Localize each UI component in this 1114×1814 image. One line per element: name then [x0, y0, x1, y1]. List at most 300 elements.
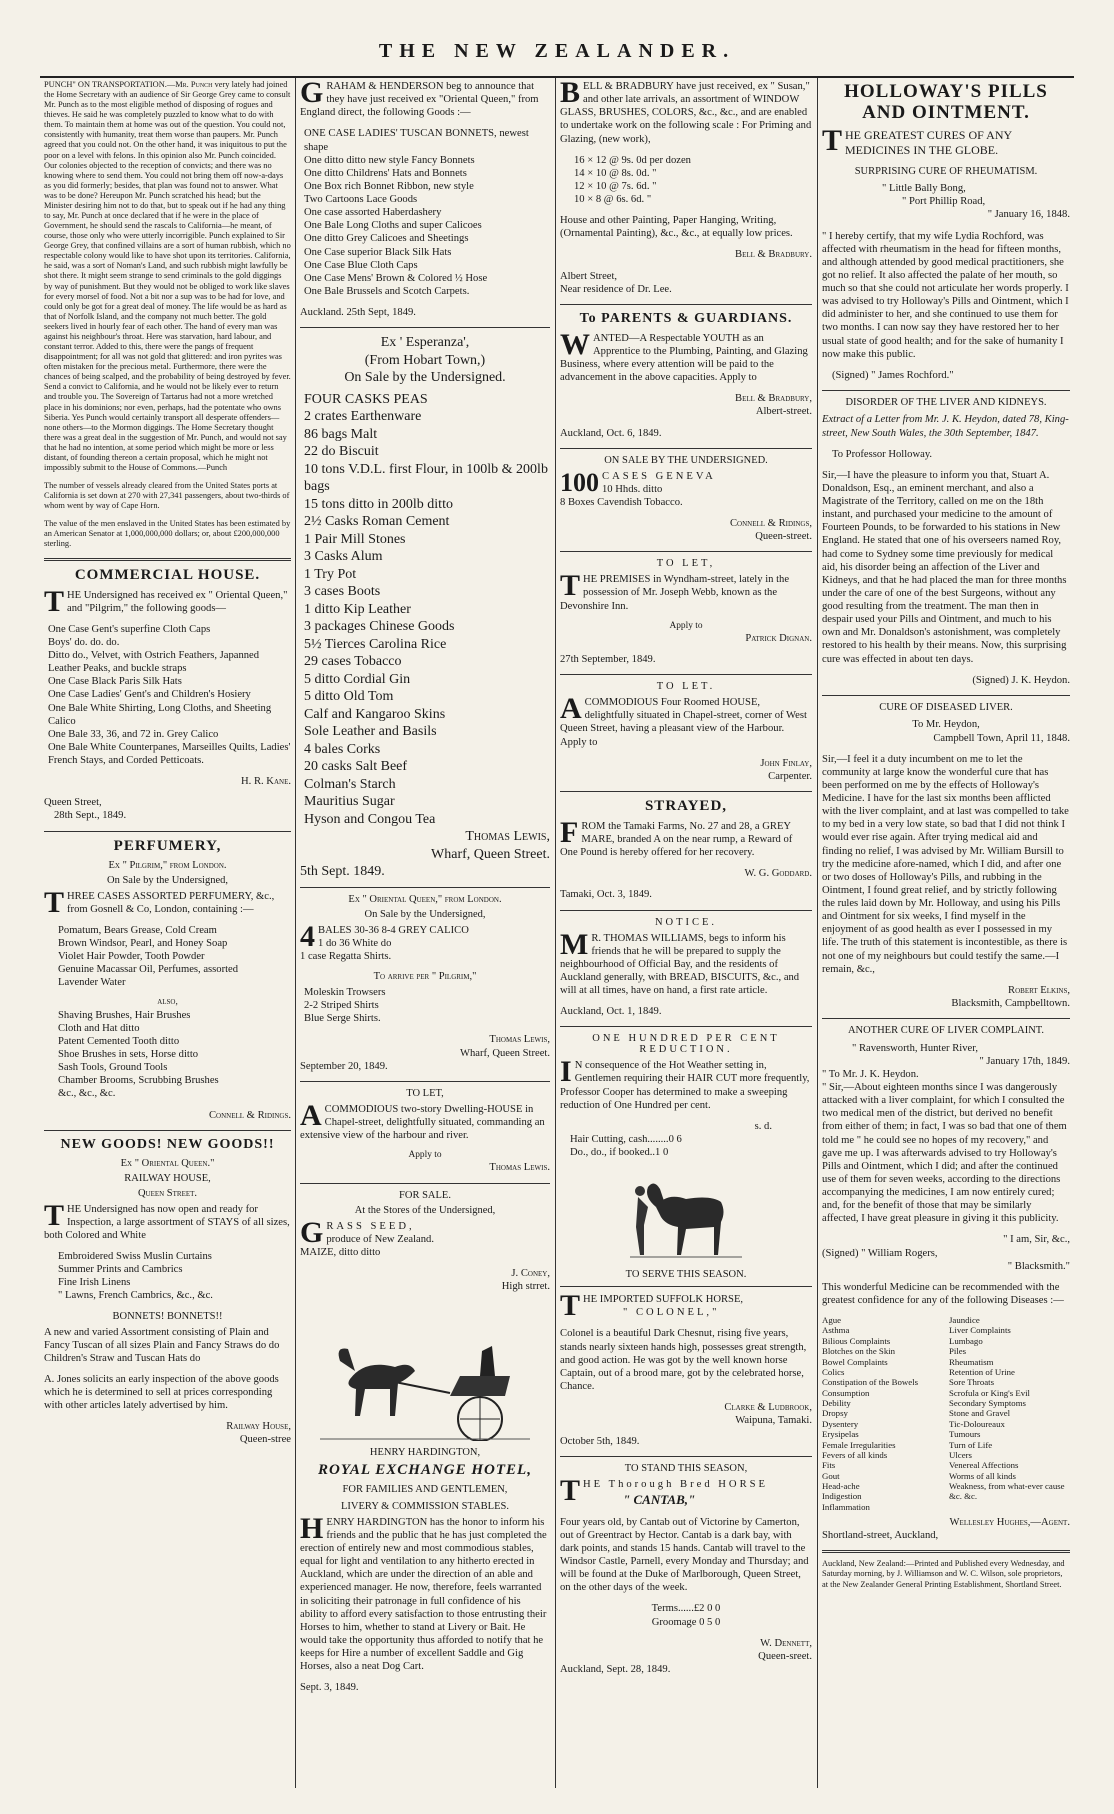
to-let-text: COMMODIOUS two-story Dwelling-HOUSE in Chapel-street, delightfully situated, commanding an extensive view of the harbour and river. — [300, 1103, 545, 1141]
list-item: Stone and Gravel — [949, 1408, 1011, 1419]
produce: produce of New Zealand. — [326, 1233, 434, 1245]
list-item: 1 Try Pot — [304, 566, 357, 582]
colonel-name: " COLONEL," — [623, 1307, 720, 1319]
graham-intro: RAHAM & HENDERSON beg to announce that they have just received ex "Oriental Queen," from England direct, the following Goods :— — [300, 81, 539, 119]
divider — [560, 1456, 812, 1457]
dropcap: G — [300, 80, 324, 109]
agent: Wellesley Hughes,—Agent. — [949, 1517, 1070, 1529]
oriental-queen-ad — [300, 894, 550, 1073]
list-item: Ditto do., Velvet, with Ostrich Feathers, Japanned Leather Peaks, and buckle straps — [48, 650, 260, 675]
to-let-1-title: TO LET, — [656, 558, 716, 570]
cantab-title: TO STAND THIS SEASON, — [624, 1463, 748, 1475]
colonel-sig-2: Waipuna, Tamaki. — [735, 1415, 812, 1427]
liver-text: Sir,—I have the pleasure to inform you that, Stuart A. Donaldson, Esq., an eminent merchant, and also a Magistrate of the Territory, called on me on the 18th instant, and purchased your medicine to the amount of Fourteen Pounds, to be forwarded to his stations in New England. He stated that one of his overseers named Roy, had come to Sydney some time previously for medical aid, his disorder being an affection of the Liver and Kidneys, and that he had placed the man for three months under the care of one of the best Surgeons, without any good resulting from the treatment. The man then in despair used your Pills and Ointment, and much to his own and Mr. Donaldson's astonishment, was completely restored to his health by their means. Now, this surprising cure was effected in about ten days. — [822, 469, 1067, 665]
list-item: 2-2 Striped Shirts — [304, 1000, 379, 1012]
list-item: " Lawns, French Cambrics, &c., &c. — [58, 1290, 213, 1302]
hotel-name: HENRY HARDINGTON, — [369, 1447, 481, 1459]
commercial-address: Queen Street, — [44, 797, 102, 809]
another-sig-1: (Signed) " William Rogers, — [822, 1247, 938, 1259]
diseases-right — [949, 1315, 1070, 1512]
list-item: Rheumatism — [949, 1356, 994, 1367]
liver-signature: (Signed) J. K. Heydon. — [972, 674, 1070, 686]
list-item: Tic-Doloureaux — [949, 1418, 1005, 1429]
cantab-groomage: Groomage 0 5 0 — [651, 1616, 721, 1628]
dropcap: F — [560, 815, 579, 849]
list-item: 2½ Casks Roman Cement — [304, 514, 450, 530]
list-item: 3 Casks Alum — [304, 549, 383, 565]
list-item: Worms of all kinds — [949, 1470, 1016, 1481]
geneva-line-2: 10 Hhds. ditto — [602, 483, 663, 495]
perfumery-sub: Ex " Pilgrim," from London. — [108, 859, 227, 871]
horse-carriage-illustration — [310, 1301, 540, 1441]
new-goods-sub: Ex " Oriental Queen." — [120, 1157, 215, 1169]
list-item: Jaundice — [949, 1315, 980, 1326]
another-title: ANOTHER CURE OF LIVER COMPLAINT. — [847, 1025, 1045, 1037]
list-item: Cloth and Hat ditto — [58, 1022, 140, 1034]
punch-text: very lately had joined the Home Secretary with an audience of Sir George Grey came to consult Mr. Punch as to the most eligible method of disposing of rogues and thieves. He said he was completely puzzled to know what to do with them. To maintain them at home was out of the question. You could not, consistently with humanity, treat them worse than paupers. Mr. Punch agreed that you could not. On the other hand, it was iniquitous to put the poor on a level with felons. In this opinion also Mr. Punch coincided. Our colonies objected to the reception of convicts; and there was no knowing where to send them. You could not bring them off now-a-days as you did formerly; besides, that plan was found not to answer. What was to be done? Hereupon Mr. Punch scratched his head; but the Minister desiring him not to do that, but to speak out if he had any thing to say, Mr. Punch at once declared that if he were in the place of Government, he should send the rascals to California—he meant, of course, those only who were utterly incorrigible. Punch explained to Sir George Grey, that confined villains are a sort of human rubbish, which no respectable colony would like to have shot upon its territories. California, he said, was a sort of Noman's Land, and such rubbish might lawfully be shot there. It might seem strange to send criminals to the gold diggings by way of punishment. But they would not be obliged to work like slaves for every morsel of food. Not a bit nor a sup was to be had for love, and could only be got for a great deal of money. The life would be as hard as that of Norfolk Island, and the company not much better. The gold seekers lived in hourly fear of each other. The hand of every man was against his neighbour's throat. Here was starvation, hard labour, and constant terror. Added to this, there were the pangs of frequent disappointment; for all was not gold that glittered: and iron pyrites was often mistaken for the precious metal. Furthermore, there were the chances of being scalped, and the probability of being destroyed by fever. Send a convict to California, and he would not be likely ever to return and trouble you. The Sovereign of Tartarus had not a more wretched place in his dominions; nor even, perhaps, had the potentate who owns Siberia. Yes Punch would certainly transport all desperate offenders—none others—to the Mormon diggings. The Home Secretary thought there was a great deal in the suggestion of Mr. Punch, and would not say that he had no intention, at some period which might be more or less distant, of founding thereon a certain proposal, which he might not impossibly submit to the House of Commons.—Punch — [44, 80, 291, 472]
list-item: Lumbago — [949, 1335, 983, 1346]
list-item: Indigestion — [822, 1491, 862, 1502]
for-sale-at: At the Stores of the Undersigned, — [354, 1204, 496, 1216]
hotel-for: FOR FAMILIES AND GENTLEMEN, — [342, 1484, 508, 1496]
list-item: Two Cartoons Lace Goods — [304, 194, 418, 205]
recommend-text: This wonderful Medicine can be recommended with the greatest confidence for any of the following Diseases :— — [822, 1281, 1064, 1306]
horse — [348, 1365, 415, 1416]
list-item: Fits — [822, 1460, 836, 1471]
column-rule — [295, 78, 296, 1788]
reduction-row-1: Hair Cutting, cash........0 6 — [570, 1133, 682, 1145]
new-goods-sig-2: Queen-stree — [239, 1434, 291, 1446]
groom-head — [635, 1186, 645, 1196]
parents-title: To PARENTS & GUARDIANS. — [579, 310, 793, 326]
commercial-intro: HE Undersigned has received ex " Oriental Queen," and "Pilgrim," the following goods— — [67, 589, 288, 614]
list-item: One Bale 33, 36, and 72 in. Grey Calico — [48, 728, 219, 740]
list-item: 3 cases Boots — [304, 584, 381, 600]
geneva-number: 100 — [560, 467, 599, 497]
stallion-illustration — [626, 1167, 746, 1263]
perfumery-title: PERFUMERY, — [113, 837, 222, 854]
colonel-date: October 5th, 1849. — [560, 1436, 640, 1448]
dropcap: 4 — [300, 919, 315, 953]
graham-date: Auckland. 25th Sept, 1849. — [300, 307, 416, 318]
list-item: 5 ditto Old Tom — [304, 689, 394, 705]
new-goods-closing: A. Jones solicits an early inspection of the above goods which he is determined to sell at prices corresponding with other articles lately advertised by him. — [44, 1373, 279, 1412]
graham-henderson-ad — [300, 80, 550, 319]
oriental-items — [300, 986, 550, 1025]
list-item: Liver Complaints — [949, 1325, 1011, 1336]
list-item: One Case Gent's superfine Cloth Caps — [48, 623, 211, 635]
masthead: THE NEW ZEALANDER. — [378, 40, 736, 62]
cantab-sig-1: W. Dennett, — [760, 1637, 812, 1649]
list-item: One Case Blue Cloth Caps — [304, 259, 418, 271]
list-item: Moleskin Trowsers — [304, 987, 386, 998]
notice-title: NOTICE. — [654, 916, 718, 928]
reduction-sd: s. d. — [754, 1120, 772, 1132]
list-item: Erysipelas — [822, 1429, 859, 1440]
divider — [560, 1286, 812, 1287]
notice-text: R. THOMAS WILLIAMS, begs to inform his friends that he will be prepared to supply the neighbourhood of Official Bay, and the residents of Auckland generally, with BREAD, BISCUITS, &c., and will at all times, have on hand, a first rate article. — [560, 932, 800, 997]
column-1 — [44, 80, 291, 1788]
list-item: Gout — [822, 1470, 840, 1481]
colonel-intro: HE IMPORTED SUFFOLK HORSE, — [583, 1294, 744, 1306]
for-sale-sig-2: High strret. — [501, 1281, 550, 1293]
list-item: Sash Tools, Ground Tools — [58, 1062, 168, 1074]
list-item: 29 cases Tobacco — [304, 654, 402, 670]
another-to: " To Mr. J. K. Heydon. — [822, 1068, 919, 1080]
rheumatism-signature: (Signed) " James Rochford." — [832, 369, 954, 381]
new-goods-intro: HE Undersigned has now open and ready for Inspection, a large assortment of STAYS of all sizes, both Colored and White — [44, 1203, 290, 1241]
list-item: One ditto ditto new style Fancy Bonnets — [304, 154, 475, 166]
oriental-sale: On Sale by the Undersigned, — [364, 908, 486, 920]
holloway-sub: HE GREATEST CURES OF ANY MEDICINES IN THE GLOBE. — [845, 127, 1012, 157]
rheumatism-addr-1: " Little Bally Bong, — [882, 183, 966, 195]
divider — [300, 327, 550, 328]
colonel-text: Colonel is a beautiful Dark Chesnut, rising five years, stands nearly sixteen hands high, possesses great strength, and good action. He was got by the well known horse Captain, out of a brood mare, got by the celebrated horse, Chance. — [560, 1328, 807, 1392]
list-item: Head-ache — [822, 1481, 860, 1492]
list-item: Venereal Affections — [949, 1460, 1019, 1471]
parents-sig-1: Bell & Bradbury, — [735, 393, 812, 405]
divider — [560, 551, 812, 552]
divider — [560, 448, 812, 449]
perfumery-ad — [44, 838, 291, 1122]
serve-caption: TO SERVE THIS SEASON. — [625, 1269, 747, 1281]
divider — [300, 1081, 550, 1082]
parents-date: Auckland, Oct. 6, 1849. — [560, 427, 662, 439]
commercial-house-ad — [44, 567, 291, 823]
esperanza-title: Ex ' Esperanza', — [380, 335, 470, 351]
list-item: &c. &c. — [949, 1491, 978, 1502]
oriental-sig-2: Wharf, Queen Street. — [459, 1047, 550, 1059]
list-item: One Bale White Shirting, Long Cloths, and Sheeting Calico — [48, 702, 272, 727]
list-item: Colman's Starch — [304, 776, 396, 792]
perfumery-signature: Connell & Ridings. — [208, 1109, 291, 1121]
to-let-signature: Thomas Lewis. — [489, 1162, 550, 1174]
list-item: Consumption — [822, 1387, 870, 1398]
bell-signature: Bell & Bradbury. — [735, 249, 812, 261]
dropcap: A — [300, 1098, 322, 1132]
slaves-note: The value of the men enslaved in the United States has been estimated by an American Senator at 1,000,000,000 dollars; or, about £200,000,000 sterling. — [44, 519, 291, 549]
list-item: One Box rich Bonnet Ribbon, new style — [304, 180, 474, 192]
divider — [822, 1550, 1070, 1553]
oriental-arrive: To arrive per " Pilgrim," — [373, 971, 477, 982]
dropcap: T — [822, 123, 843, 157]
to-let-ad — [300, 1088, 550, 1175]
bell-text-2: House and other Painting, Paper Hanging, Writing, (Ornamental Painting), &c., &c., at equally low prices. — [560, 215, 793, 240]
list-item: 10 × 8 @ 6s. 6d. " — [574, 194, 652, 205]
geneva-line-3: 8 Boxes Cavendish Tobacco. — [560, 496, 683, 508]
list-item: One Bale Long Cloths and super Calicoes — [304, 220, 482, 232]
hotel-title: ROYAL EXCHANGE HOTEL, — [318, 1462, 532, 1479]
colonel-ad — [560, 1289, 812, 1448]
list-item: Shoe Brushes in sets, Horse ditto — [58, 1049, 199, 1061]
divider — [560, 304, 812, 305]
colonel-sig-1: Clarke & Ludbrook, — [724, 1402, 812, 1414]
divider — [560, 674, 812, 675]
bell-address-1: Albert Street, — [560, 270, 618, 282]
to-let-2-sig-1: John Finlay, — [760, 757, 812, 769]
list-item: One Bale Brussels and Scotch Carpets. — [304, 285, 470, 297]
dropcap: H — [300, 1511, 324, 1545]
parents-guardians-ad — [560, 311, 812, 440]
list-item: 5 ditto Cordial Gin — [304, 671, 411, 687]
list-item: Ague — [822, 1315, 842, 1326]
hotel-text: ENRY HARDINGTON has the honor to inform his friends and the public that he has just completed the erection of entirely new and most commodious stables, equal for light and ventilation to any hitherto erected in Auckland, which are under the direction of an able and experienced manager. He now, therefore, feels warranted in soliciting their patronage in full confidence of his ability to afford every satisfaction to those entrusting their Horses to him, whether to stand at Livery or Bait. He would take the opportunity thus afforded to notify that he keeps for Hire a number of excellent Saddle and Gig Horses, also a neat Dog Cart. — [300, 1516, 547, 1673]
strayed-signature: W. G. Goddard. — [744, 868, 812, 880]
list-item: One ditto Grey Calicoes and Sheetings — [304, 233, 469, 245]
list-item: 15 tons ditto in 200lb ditto — [304, 496, 453, 512]
list-item: Piles — [949, 1346, 967, 1357]
diseases-list — [822, 1315, 1070, 1512]
bell-price-rows — [560, 154, 812, 207]
oriental-line-1: BALES 30-36 8-4 GREY CALICO — [318, 924, 469, 936]
another-text: " Sir,—About eighteen months since I was dangerously attacked with a liver complaint, for which I consulted the two medical men of the district, but derived no benefit from either of them; in fact, I was so bad that one of them told me " he could see no hopes of my recovery," and gave me up. I was afterwards advised to try Holloway's Pills and Ointment, which I did; and after the continued use of them for seven weeks, according to the directions accompanying the medicines, I am now entirely cured; and, for the benefit of those that may be similarly affected, I have great pleasure in giving it this publicity. — [822, 1082, 1067, 1225]
parents-text: ANTED—A Respectable YOUTH as an Apprentice to the Plumbing, Painting, and Glazing Business, where every attention will be paid to the advancement in the above capacities. Apply to — [560, 332, 808, 384]
esperanza-sig-2: Wharf, Queen Street. — [431, 846, 550, 862]
list-item: Fevers of all kinds — [822, 1449, 888, 1460]
grass-seed: RASS SEED, — [326, 1220, 415, 1232]
to-let-2-text: COMMODIOUS Four Roomed HOUSE, delightfully situated in Chapel-street, corner of West Queen Street, having a pleasant view of the Harbour. Apply to — [560, 697, 807, 748]
list-item: Blue Serge Shirts. — [304, 1013, 381, 1025]
groom-figure — [636, 1197, 648, 1255]
list-item: Debility — [822, 1398, 851, 1409]
perfumery-also: also, — [157, 997, 178, 1008]
list-item: One case assorted Haberdashery — [304, 207, 442, 219]
divider — [44, 1130, 291, 1131]
to-let-house-ad — [560, 681, 812, 783]
commercial-signature: H. R. Kane. — [241, 776, 291, 788]
for-sale-title: FOR SALE. — [399, 1189, 451, 1201]
holloway-title: HOLLOWAY'S PILLS AND OINTMENT. — [844, 81, 1048, 123]
dropcap: T — [560, 1474, 581, 1508]
list-item: 1 Pair Mill Stones — [304, 531, 406, 547]
strayed-date: Tamaki, Oct. 3, 1849. — [560, 889, 652, 901]
column-3 — [560, 80, 812, 1788]
list-item: 2 crates Earthenware — [304, 409, 422, 425]
punch-article — [44, 80, 291, 473]
list-item: Shaving Brushes, Hair Brushes — [58, 1009, 191, 1021]
list-item: One Bale White Counterpanes, Marseilles Quilts, Ladies' French Stays, and Corded Petticoats. — [48, 741, 291, 767]
diseased-sig-1: Robert Elkins, — [1008, 984, 1070, 996]
vessels-note: The number of vessels already cleared from the United States ports at California is set down at 270 with 27,341 passengers, about two-thirds of whom went by way of Cape Horn. — [44, 481, 290, 511]
commercial-date: 28th Sept., 1849. — [54, 810, 127, 822]
hotel-livery: LIVERY & COMMISSION STABLES. — [341, 1500, 509, 1512]
list-item: Inflammation — [822, 1501, 870, 1512]
liver-to: To Professor Holloway. — [832, 448, 933, 460]
esperanza-ad — [300, 334, 550, 881]
list-item: Asthma — [822, 1325, 850, 1336]
column-4 — [822, 80, 1070, 1788]
liver-title: DISORDER OF THE LIVER AND KIDNEYS. — [845, 396, 1047, 408]
dropcap: A — [560, 692, 582, 726]
reduction-text: N consequence of the Hot Weather setting in, Gentlemen requiring their HAIR CUT more frequently, Professor Cooper has determined to make a sweeping reduction of One Hundred per cent. — [560, 1060, 810, 1111]
list-item: Weakness, from what-ever cause — [949, 1481, 1065, 1492]
dropcap: M — [560, 927, 589, 961]
divider — [300, 887, 550, 888]
list-item: Chamber Brooms, Scrubbing Brushes — [58, 1075, 219, 1087]
commercial-items — [44, 623, 291, 767]
reduction-title: ONE HUNDRED PER CENT REDUCTION. — [592, 1033, 780, 1056]
new-goods-ad — [44, 1137, 291, 1447]
new-goods-title: NEW GOODS! NEW GOODS!! — [60, 1136, 275, 1152]
dropcap: I — [560, 1055, 572, 1089]
list-item: Embroidered Swiss Muslin Curtains — [58, 1251, 212, 1263]
oriental-line-3: 1 case Regatta Shirts. — [300, 950, 392, 962]
bonnets-text: A new and varied Assortment consisting of Plain and Fancy Tuscan of all sizes Plain and Fancy Straws do do Children's Straw and Tuscan Hats do — [44, 1326, 280, 1364]
esperanza-items — [300, 391, 550, 829]
esperanza-date: 5th Sept. 1849. — [300, 864, 385, 880]
list-item: One Case Black Paris Silk Hats — [48, 676, 182, 688]
list-item: 1 ditto Kip Leather — [304, 601, 411, 617]
list-item: 14 × 10 @ 8s. 0d. " — [574, 167, 657, 179]
liver-extract: Extract of a Letter from Mr. J. K. Heydon, dated 78, King-street, New South Wales, the 30th September, 1847. — [822, 414, 1069, 439]
diseased-text: Sir,—I feel it a duty incumbent on me to let the community at large know the wonderful cure that has been performed on me by the effects of Holloway's Medicine. I have for the last six months been afflicted with the liver complaint, and at last was compelled to take to my bed in a very low state, so bad that I did not think I would ever rise again. After trying medical aid and finding no relief, I was advised by Mr. William Bursill to try the medicine afore-named, which I did, and after one or two doses of Holloway's Pills, and rubbing in the Ointment, I found great relief, and by strictly following the rules laid down by Mr. Holloway, and using his Pills and Ointment for six weeks, I find myself in the enjoyment of as good health as ever I possessed in my life. The truth of this statement is incontestible, as there is not one of my neighbours but could testify the same.—I remain, &c., — [822, 753, 1069, 975]
perfumery-intro: HREE CASES ASSORTED PERFUMERY, &c., from Gosnell & Co, London, containing :— — [67, 890, 275, 915]
geneva-title: ON SALE BY THE UNDERSIGNED. — [604, 454, 768, 466]
dropcap: W — [560, 327, 590, 361]
perfumery-items-2 — [44, 1009, 291, 1101]
list-item: FOUR CASKS PEAS — [304, 391, 428, 407]
new-goods-street: Queen Street. — [137, 1187, 198, 1199]
divider — [822, 695, 1070, 696]
to-let-1-text: HE PREMISES in Wyndham-street, lately in the possession of Mr. Joseph Webb, known as the Devonshire Inn. — [560, 574, 790, 612]
list-item: Patent Cemented Tooth ditto — [58, 1035, 180, 1047]
list-item: Constipation of the Bowels — [822, 1377, 919, 1388]
rheumatism-title: SURPRISING CURE OF RHEUMATISM. — [854, 165, 1038, 177]
cantab-ad — [560, 1463, 812, 1676]
list-item: Boys' do. do. do. — [48, 636, 120, 648]
for-sale-sig-1: J. Coney, — [511, 1267, 550, 1279]
another-close: " I am, Sir, &c., — [1003, 1234, 1070, 1246]
list-item: Sore Throats — [949, 1377, 995, 1388]
list-item: Summer Prints and Cambrics — [58, 1264, 183, 1276]
punch-title: PUNCH" ON TRANSPORTATION.—Mr. Punch — [44, 80, 213, 89]
list-item: Scrofula or King's Evil — [949, 1387, 1030, 1398]
dropcap: T — [560, 1289, 581, 1323]
notice-date: Auckland, Oct. 1, 1849. — [560, 1006, 662, 1018]
carriage-shaft — [390, 1381, 450, 1393]
carriage-driver — [480, 1346, 495, 1376]
dropcap: T — [44, 1198, 65, 1232]
divider — [822, 1018, 1070, 1019]
oriental-line-2: 1 do 36 White do — [318, 937, 392, 949]
diseased-to: To Mr. Heydon, — [912, 719, 980, 731]
rheumatism-text: " I hereby certify, that my wife Lydia Rochford, was affected with rheumatism in the head for fifteen months, and although attended by good medical practitioners, she got no relief. It also affected the palate of her mouth, so much so that she could not articulate her words properly. I was advised to try Holloway's Pills and Ointment, which I did administer to her, and she continued to use them for two months. I can now say they have restored her to her usual state of good health; and for the sake of humanity I now make this public. — [822, 230, 1069, 360]
list-item: Bowel Complaints — [822, 1356, 888, 1367]
to-let-title: TO LET, — [406, 1087, 444, 1099]
to-let-1-date: 27th September, 1849. — [560, 654, 656, 666]
to-let-1-signature: Patrick Dignan. — [745, 632, 812, 644]
list-item: Female Irregularities — [822, 1439, 896, 1450]
list-item: Lavender Water — [58, 977, 126, 989]
to-let-2-title: TO LET. — [656, 681, 716, 693]
list-item: One Case superior Black Silk Hats — [304, 246, 452, 258]
dropcap: B — [560, 80, 581, 109]
geneva-line-1: CASES GENEVA — [602, 470, 716, 482]
list-item: 16 × 12 @ 9s. 0d per dozen — [574, 154, 691, 166]
perfumery-items — [44, 924, 291, 990]
list-item: One Case Ladies' Gent's and Children's Hosiery — [48, 689, 251, 701]
list-item: Brown Windsor, Pearl, and Honey Soap — [58, 937, 228, 949]
list-item: Bilious Complaints — [822, 1335, 891, 1346]
geneva-sig-1: Connell & Ridings, — [729, 518, 812, 529]
to-let-premises-ad — [560, 558, 812, 666]
dropcap: T — [44, 885, 65, 919]
strayed-title: STRAYED, — [644, 797, 728, 814]
notice-ad — [560, 917, 812, 1019]
list-item: Blotches on the Skin — [822, 1346, 896, 1357]
list-item: Genuine Macassar Oil, Perfumes, assorted — [58, 964, 239, 976]
cantab-terms: Terms......£2 0 0 — [651, 1603, 721, 1615]
list-item: &c., &c., &c. — [58, 1088, 116, 1100]
for-sale-ad — [300, 1190, 550, 1294]
parents-sig-2: Albert-street. — [755, 406, 812, 418]
list-item: Dropsy — [822, 1408, 848, 1419]
divider — [560, 1026, 812, 1027]
dropcap: T — [44, 584, 65, 618]
divider — [560, 910, 812, 911]
hotel-date: Sept. 3, 1849. — [300, 1682, 359, 1694]
divider — [560, 791, 812, 792]
to-let-1-apply: Apply to — [669, 620, 703, 631]
perfumery-sale: On Sale by the Undersigned, — [106, 874, 229, 886]
list-item: 5½ Tierces Carolina Rice — [304, 636, 447, 652]
agent-address: Shortland-street, Auckland, — [822, 1530, 939, 1542]
list-item: 20 casks Salt Beef — [304, 759, 408, 775]
strayed-text: ROM the Tamaki Farms, No. 27 and 28, a GREY MARE, branded A on the near rump, a Reward of One Pound is hereby offered for her recovery. — [560, 820, 793, 859]
list-item: 3 packages Chinese Goods — [304, 619, 455, 635]
bonnets-title: BONNETS! BONNETS!! — [112, 1310, 223, 1322]
maize: MAIZE, ditto ditto — [300, 1246, 381, 1258]
another-date: " January 17th, 1849. — [979, 1055, 1070, 1067]
list-item: 12 × 10 @ 7s. 6d. " — [574, 180, 657, 192]
cantab-date: Auckland, Sept. 28, 1849. — [560, 1663, 671, 1675]
diseased-title: CURE OF DISEASED LIVER. — [879, 701, 1013, 713]
list-item: Secondary Symptoms — [949, 1398, 1026, 1409]
new-goods-sig-1: Railway House, — [226, 1421, 291, 1433]
graham-items — [300, 127, 550, 298]
new-goods-items — [44, 1250, 291, 1303]
list-item: ONE CASE LADIES' TUSCAN BONNETS, newest shape — [304, 128, 529, 153]
dropcap: G — [300, 1215, 324, 1249]
diseased-addr: Campbell Town, April 11, 1848. — [933, 732, 1070, 744]
geneva-ad — [560, 455, 812, 544]
divider — [44, 558, 291, 561]
bell-address-2: Near residence of Dr. Lee. — [560, 283, 672, 295]
reduction-ad — [560, 1033, 812, 1159]
column-rule — [555, 78, 556, 1788]
list-item: Retention of Urine — [949, 1366, 1015, 1377]
divider — [822, 390, 1070, 391]
diseases-left — [822, 1315, 943, 1512]
list-item: One Case Mens' Brown & Colored ½ Hose — [304, 272, 488, 284]
royal-exchange-hotel-ad — [300, 1447, 550, 1694]
list-item: 22 do Biscuit — [304, 444, 379, 460]
rheumatism-addr-2: " Port Phillip Road, — [902, 196, 986, 208]
oriental-date: September 20, 1849. — [300, 1060, 388, 1072]
list-item: 86 bags Malt — [304, 426, 378, 442]
list-item: 4 bales Corks — [304, 741, 381, 757]
list-item: Hyson and Congou Tea — [304, 811, 436, 827]
cantab-text: Four years old, by Cantab out of Victorine by Camerton, out of Greentract by Hector. Cantab is a dark bay, with dark points, and stands 15 hands. Cantab will travel to the Windsor Castle, Parnell, every Monday and Thursday; and will be found at the Duke of Marlborough, Queen Street, on the other days of the week. — [560, 1516, 809, 1594]
cantab-intro: HE Thorough Bred HORSE — [583, 1479, 768, 1491]
bell-intro: ELL & BRADBURY have just received, ex " Susan," and other late arrivals, an assortment of WINDOW GLASS, BRUSHES, COLORS, &c., &c., and are enabled to undertake work on the following scale : For Priming and Glazing, (new work), — [560, 81, 812, 145]
list-item: 10 tons V.D.L. first Flour, in 100lb & 200lb bags — [304, 461, 548, 495]
new-goods-house: RAILWAY HOUSE, — [124, 1172, 211, 1184]
commercial-title: COMMERCIAL HOUSE. — [74, 566, 261, 583]
list-item: Dysentery — [822, 1418, 859, 1429]
cantab-sig-2: Queen-sreet. — [758, 1650, 812, 1662]
list-item: Ulcers — [949, 1449, 972, 1460]
